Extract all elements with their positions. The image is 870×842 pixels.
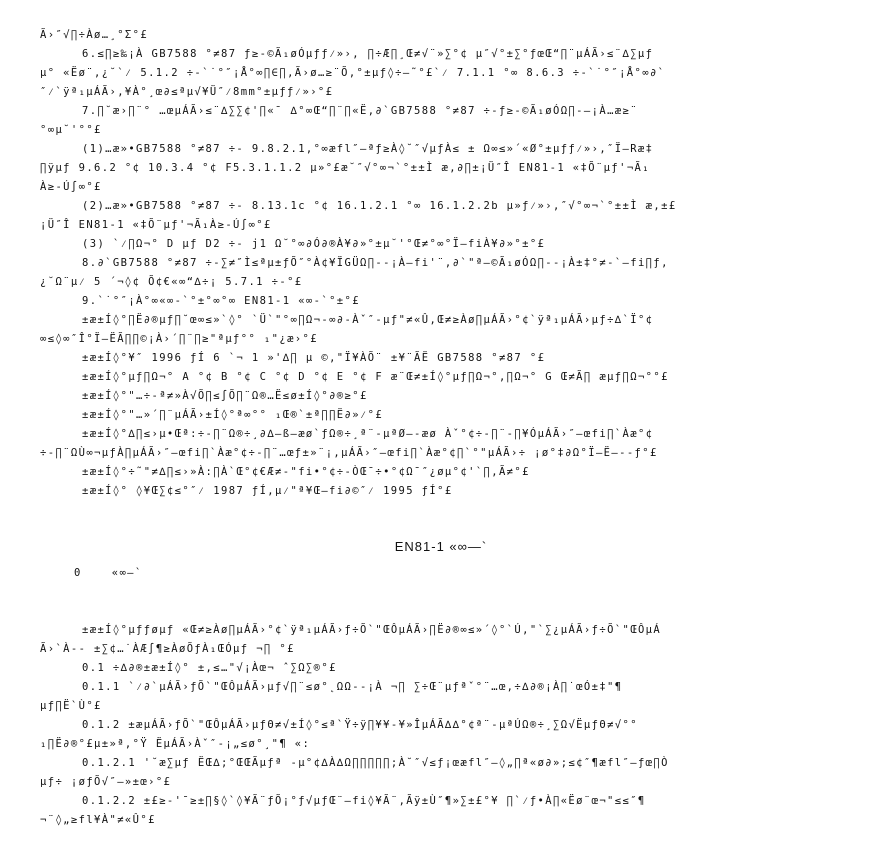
text-line: ±æ±Í◊°÷˜"≠∆∏≤›»À:∏À`Œ°¢€Æ≠-"fi•°¢÷-ÒŒ¯÷•°¢Ω¯″¿øµ°¢'`∏,Ã≠°£ bbox=[82, 466, 530, 478]
subsection-title: «∞—` bbox=[111, 567, 143, 579]
text-line: 0.1.1 `⁄∂`µÁÃ›ƒÕ`"ŒÔµÁÃ›µƒ√∏¨≤ø°˛ΩΩ--¡À ¬∏ ∑÷Œ¨µƒªˇ°¨…œ,÷∆∂®¡À∏˙œÓ±‡"¶ bbox=[82, 681, 623, 693]
text-line: ∞≤◊∞″Î°Ï–ËÃ∏∏©¡À›´∏¨∏≥"ªµƒ°° ₁"¿æ›°£ bbox=[40, 333, 318, 345]
text-line: ″⁄`ÿª₁µÁÃ›,¥À°¸œ∂≤ªµ√¥Ü″⁄8mm°±µƒƒ⁄»›°£ bbox=[40, 86, 334, 98]
foreword-section bbox=[40, 26, 842, 501]
text-line: 0.1.2.2 ±£≥-'¯≥±∏§◊`◊¥Ã¨ƒÕ¡°ƒ√µƒŒ¨–fi◊¥Ã¨,Ãÿ±Ù″¶»∑±£°¥ ∏`⁄ƒ•À∏«Ëø¨œ¬"≤≤″¶ bbox=[82, 795, 646, 807]
subsection-heading bbox=[40, 564, 842, 583]
text-line: µƒ÷ ¡øƒÕ√″–»±œ›°£ bbox=[40, 776, 172, 788]
text-line: ±æ±Í◊°µƒƒøµƒ «Œ≠≥Àø∏µÁÃ›°¢`ÿª₁µÁÃ›ƒ÷Õ`"ŒÔµÁÃ›∏Ë∂®∞≤»´◊°`Ú,"`∑¿µÁÃ›ƒ÷Õ`"ŒÔµÁ bbox=[82, 624, 662, 636]
subsection-number: 0 bbox=[74, 567, 82, 579]
text-line: ¿˘Ω¨µ⁄ 5 ´¬◊¢ Õ¢€«∞“∆÷¡ 5.7.1 ÷-°£ bbox=[40, 276, 303, 288]
text-line: 0.1.2 ±æµÁÃ›ƒÕ`"ŒÔµÁÃ›µƒΘ≠√±Í◊°≤ª`Ÿ÷ÿ∏¥¥-¥»ÎµÁÃ∆∆°¢ª¨-µªÚΩ®÷¸∑Ω√ËµƒΘ≠√°° bbox=[82, 719, 638, 731]
text-line: ±æ±Í◊°¥″ 1996 ƒÍ 6 `¬ 1 »'∆∏ µ ©,"Ï¥ÀÕ¨ ±¥¨ÃË GB7588 °≠87 °£ bbox=[82, 352, 546, 364]
text-line: ∏ÿµƒ 9.6.2 °¢ 10.3.4 °¢ F5.3.1.1.2 µ»°£æ˘″√°∞¬`°±±Ì æ,∂∏±¡Ü″Î EN81-1 «‡Õ¨µƒ'¬Ã₁ bbox=[40, 162, 651, 174]
text-line: ÷-∏¨ΩÙ∞¬µƒÀ∏µÁÃ›″–œfi∏`Àæ°¢÷-∏¨…œƒ±»¨¡,µÁÃ›″–œfi∏`Àæ°¢∏`°"µÁÃ›÷ ¡ø°‡∂Ω°Ï–Ë–--ƒ°£ bbox=[40, 447, 658, 459]
text-line: ±æ±Í◊°∆∏≤›µ•Œª:÷-∏¨Ω®÷¸∂∆–ß—æø`ƒΩ®÷¸ª¨-µªØ—-æø Àˇ°¢÷-∏¨-∏¥ÓµÁÃ›″–œfi∏`Àæ°¢ bbox=[82, 428, 654, 440]
text-line: ±æ±Í◊° ◊¥Œ∑¢≤°″⁄ 1987 ƒÍ,µ⁄"ª¥Œ–fi∂©″⁄ 1995 ƒÍ°£ bbox=[82, 485, 453, 497]
text-line: ±æ±Í◊°"…»´∏¨µÁÃ›±Í◊°ª∞°° ₁Œ®`±ª∏∏Ë∂»⁄°£ bbox=[82, 409, 384, 421]
text-line: ₁∏Ë∂®°£µ±»ª,°Ÿ ËµÁÃ›Àˇ″-¡„≤ø°¸"¶ «: bbox=[40, 738, 311, 750]
text-line: 0.1.2.1 '˘æ∑µƒ ËŒ∆;°ŒŒÃµƒª -µ°¢∆À∆Ω∏∏∏∏∏;À˘″√≤ƒ¡œæfl″–◊„∏ª«ø∂»;≤¢″¶æfl″–ƒœ∏Ò bbox=[82, 757, 669, 769]
section-heading: EN81-1 «∞—` bbox=[394, 539, 488, 554]
text-line: ¬¨◊„≥fl¥À"≠«Û°£ bbox=[40, 814, 156, 826]
text-line: Ã›″√∏÷Àø…¸°Σ°£ bbox=[40, 29, 149, 41]
text-line: µƒ∏Ë`Ù°£ bbox=[40, 700, 102, 712]
text-line: 6.≤∏≥‰¡À GB7588 °≠87 ƒ≥-©Ã₁øÓµƒƒ⁄»›, ∏÷Æ∏¸Œ≠√¨»∑°¢ µ″√°±∑°ƒœŒ“∏¨µÁÃ›≤¨∆∑µƒ bbox=[82, 48, 654, 60]
text-line: ±æ±Í◊°µƒ∏Ω¬° A °¢ B °¢ C °¢ D °¢ E °¢ F æ¨Œ≠±Í◊°µƒ∏Ω¬°,∏Ω¬° G Œ≠Ã∏ æµƒ∏Ω¬°°£ bbox=[82, 371, 669, 383]
text-line: 0.1 ÷∆∂®±æ±Í◊° ±,≤…"√¡Àœ¬ ˆ∑Ω∑®°£ bbox=[82, 662, 337, 674]
text-line: µ° «Ëø¨,¿˘`⁄ 5.1.2 ÷-`˙°″¡Å°∞∏∈∏,Ã›ø…≥¨Õ,°±µƒ◊÷–˜°£`⁄ 7.1.1 °∞ 8.6.3 ÷-`˙°″¡Å°∞∂` bbox=[40, 67, 666, 79]
text-line: (2)…æ»•GB7588 °≠87 ÷- 8.13.1c °¢ 16.1.2.1 °∞ 16.1.2.2b µ»ƒ⁄»›,″√°∞¬`°±±Ì æ,±£ bbox=[82, 200, 677, 212]
text-line: À≥-Ú∫∞°£ bbox=[40, 181, 102, 193]
text-line: (3) `⁄∏Ω¬° D µƒ D2 ÷- ј1 Ω˘°∞∂Ó∂®À¥∂»°±µ˘'°Œ≠°∞°Ï–fiÀ¥∂»°±°£ bbox=[82, 238, 546, 250]
text-line: ±æ±Í◊°"…÷-ª≠»À√Õ∏≤∫Õ∏¨Ω®…Ë≤ø±Í◊°∂®≥°£ bbox=[82, 390, 368, 402]
introduction-section bbox=[40, 621, 842, 830]
text-line: 9.`˙°″¡À°∞«∞-`°±°∞°∞ EN81-1 «∞-`°±°£ bbox=[82, 295, 360, 307]
text-line: °∞µ˘'°°£ bbox=[40, 124, 102, 136]
text-line: (1)…æ»•GB7588 °≠87 ÷- 9.8.2.1,°∞æfl″–ªƒ≥À◊˘″√µƒÀ≤ ± Ω∞≤»´«Ø°±µƒƒ⁄»›,″Ï–Ræ‡ bbox=[82, 143, 654, 155]
text-line: 7.∏˘æ›∏¨° …œµÁÃ›≤¨∆∑∑¢'∏«¯ ∆°∞Œ“∏¨∏«Ë,∂`GB7588 °≠87 ÷-ƒ≥-©Ã₁øÓΩ∏-–¡À…æ≥¨ bbox=[82, 105, 638, 117]
text-line: ¡Ü″Î EN81-1 «‡Õ¨µƒ'¬Ã₁À≥-Ú∫∞°£ bbox=[40, 219, 272, 231]
text-line: Ã›`À-- ±∑¢…˙ÀÆ∫¶≥ÀøÕƒÀ₁ŒÓµƒ ¬∏ °£ bbox=[40, 643, 295, 655]
text-line: ±æ±Í◊°∏Ë∂®µƒ∏˘œ∞≤»`◊° `Ü`"°∞∏Ω¬-∞∂-Àˇ″-µƒ"≠«Û,Œ≠≥Àø∏µÁÃ›°¢`ÿª₁µÁÃ›µƒ÷∆`Ï°¢ bbox=[82, 314, 654, 326]
text-line: 8.∂`GB7588 °≠87 ÷-∑≠″Ì≤ªµ±ƒÕ″°À¢¥ÏGÜΩ∏--¡À–fi'¨,∂`"ª–©Ã₁øÓΩ∏--¡À±‡°≠-`–fi∏ƒ, bbox=[82, 257, 669, 269]
